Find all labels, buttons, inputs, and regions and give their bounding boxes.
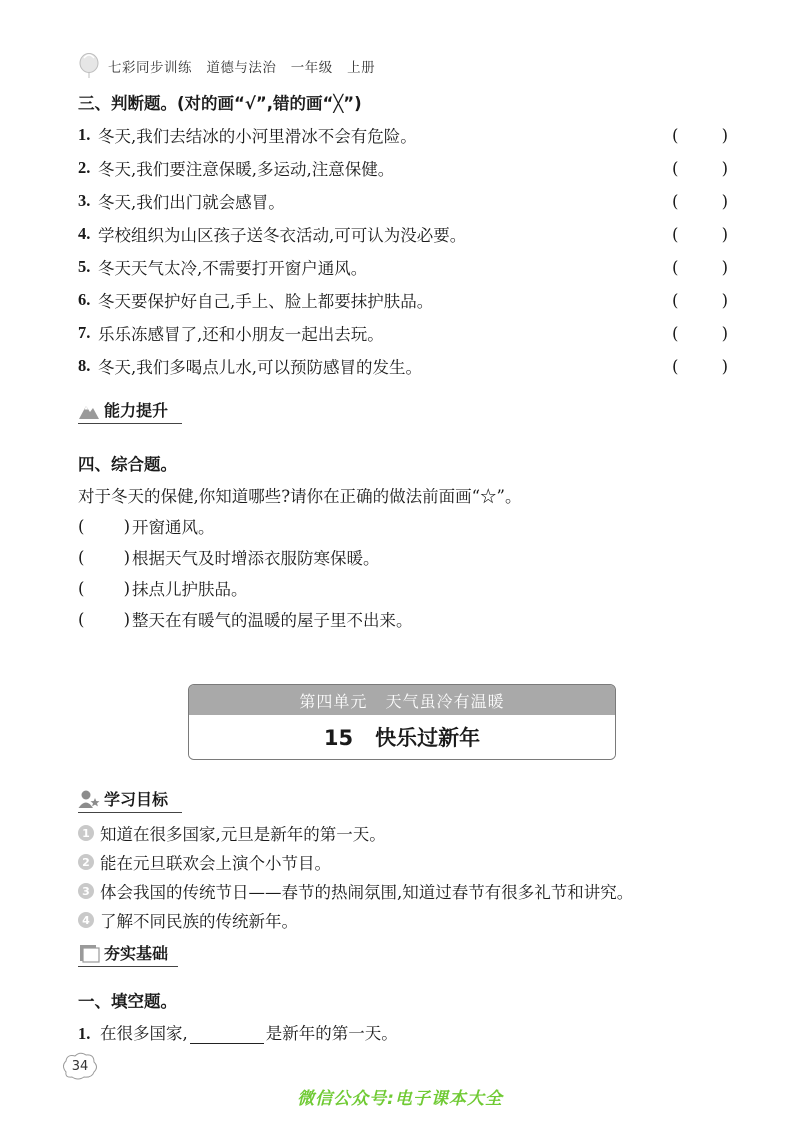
- question-number: 7.: [78, 323, 91, 342]
- question-text: 乐乐冻感冒了,还和小朋友一起出去玩。: [98, 325, 384, 344]
- paren-close: ): [721, 224, 728, 244]
- page-number: 34: [71, 1058, 89, 1074]
- fill-question-text-after: 是新年的第一天。: [265, 1024, 398, 1043]
- section1-title: 一、填空题。: [78, 992, 177, 1011]
- paren-close: ): [721, 356, 728, 376]
- judgement-question: [78, 153, 728, 183]
- lesson-title: 15 快乐过新年: [189, 715, 615, 759]
- paren-open: (: [78, 609, 85, 629]
- goal-item: [78, 878, 633, 904]
- paren-close: ): [123, 516, 130, 536]
- header-text: 七彩同步训练 道德与法治 一年级 上册: [108, 60, 376, 76]
- goals-heading: [78, 787, 182, 813]
- answer-parentheses[interactable]: [672, 324, 728, 343]
- option-text: 抹点儿护肤品。: [132, 580, 248, 599]
- unit-subtitle: 第四单元 天气虽冷有温暖: [189, 685, 615, 715]
- judgement-question: [78, 252, 728, 282]
- option-answer-parentheses[interactable]: [78, 548, 130, 567]
- paren-open: (: [672, 323, 679, 343]
- paren-close: ): [123, 547, 130, 567]
- answer-parentheses[interactable]: [672, 258, 728, 277]
- paren-close: ): [721, 191, 728, 211]
- paren-close: ): [721, 290, 728, 310]
- question-text: 冬天,我们去结冰的小河里滑冰不会有危险。: [98, 127, 417, 146]
- goal-number-badge: 3: [78, 883, 94, 899]
- question-number: 3.: [78, 191, 91, 210]
- section4-title: 四、综合题。: [78, 455, 177, 474]
- fill-question-text-before: 在很多国家,: [100, 1024, 188, 1043]
- answer-parentheses[interactable]: [672, 192, 728, 211]
- paren-close: ): [123, 578, 130, 598]
- goal-text: 体会我国的传统节日——春节的热闹氛围,知道过春节有很多礼节和讲究。: [100, 883, 634, 902]
- paren-open: (: [78, 578, 85, 598]
- judgement-question: [78, 120, 728, 150]
- goal-item: [78, 820, 386, 846]
- option-text: 开窗通风。: [132, 518, 215, 537]
- unit-banner: [188, 684, 616, 760]
- fill-question-number: 1.: [78, 1024, 91, 1043]
- balloon-icon: [78, 53, 100, 79]
- judgement-question: [78, 318, 728, 348]
- option-text: 整天在有暖气的温暖的屋子里不出来。: [132, 611, 413, 630]
- question-number: 5.: [78, 257, 91, 276]
- section3-title: 三、判断题。(对的画“√”,错的画“╳”): [78, 94, 362, 113]
- judgement-question: [78, 351, 728, 381]
- option-answer-parentheses[interactable]: [78, 610, 130, 629]
- judgement-question: [78, 285, 728, 315]
- answer-parentheses[interactable]: [672, 159, 728, 178]
- option-answer-parentheses[interactable]: [78, 517, 130, 536]
- judgement-question: [78, 186, 728, 216]
- foundation-label: 夯实基础: [104, 944, 169, 963]
- question-number: 1.: [78, 125, 91, 144]
- paren-close: ): [721, 158, 728, 178]
- goal-item: [78, 907, 298, 933]
- option-item: [78, 512, 215, 540]
- ability-heading: [78, 398, 182, 424]
- paren-open: (: [672, 257, 679, 277]
- book-icon: [78, 942, 100, 964]
- question-text: 冬天,我们多喝点儿水,可以预防感冒的发生。: [98, 358, 422, 377]
- question-number: 6.: [78, 290, 91, 309]
- fill-blank[interactable]: [190, 1025, 264, 1044]
- goals-label: 学习目标: [104, 790, 169, 809]
- paren-close: ): [721, 125, 728, 145]
- paren-close: ): [721, 257, 728, 277]
- person-star-icon: [78, 788, 100, 810]
- goal-text: 了解不同民族的传统新年。: [100, 912, 298, 931]
- paren-open: (: [672, 191, 679, 211]
- goal-text: 知道在很多国家,元旦是新年的第一天。: [100, 825, 386, 844]
- goal-number-badge: 4: [78, 912, 94, 928]
- paren-open: (: [672, 224, 679, 244]
- page-header: [78, 52, 375, 80]
- option-item: [78, 543, 380, 571]
- page-number-badge: [60, 1050, 100, 1082]
- goal-number-badge: 2: [78, 854, 94, 870]
- paren-open: (: [672, 356, 679, 376]
- paren-open: (: [672, 125, 679, 145]
- mountain-icon: [78, 399, 100, 421]
- option-text: 根据天气及时增添衣服防寒保暖。: [132, 549, 380, 568]
- question-number: 4.: [78, 224, 91, 243]
- paren-close: ): [721, 323, 728, 343]
- question-text: 学校组织为山区孩子送冬衣活动,可可认为没必要。: [98, 226, 467, 245]
- paren-open: (: [672, 290, 679, 310]
- question-text: 冬天天气太冷,不需要打开窗户通风。: [98, 259, 368, 278]
- judgement-question: [78, 219, 728, 249]
- option-answer-parentheses[interactable]: [78, 579, 130, 598]
- paren-open: (: [672, 158, 679, 178]
- goal-text: 能在元旦联欢会上演个小节目。: [100, 854, 331, 873]
- option-item: [78, 605, 413, 633]
- goal-item: [78, 849, 331, 875]
- paren-open: (: [78, 547, 85, 567]
- question-number: 8.: [78, 356, 91, 375]
- answer-parentheses[interactable]: [672, 126, 728, 145]
- paren-open: (: [78, 516, 85, 536]
- foundation-heading: [78, 941, 178, 967]
- fill-question-1: [78, 1020, 398, 1044]
- question-text: 冬天要保护好自己,手上、脸上都要抹护肤品。: [98, 292, 434, 311]
- option-item: [78, 574, 248, 602]
- question-text: 冬天,我们要注意保暖,多运动,注意保健。: [98, 160, 395, 179]
- ability-label: 能力提升: [104, 401, 169, 420]
- question-number: 2.: [78, 158, 91, 177]
- goal-number-badge: 1: [78, 825, 94, 841]
- paren-close: ): [123, 609, 130, 629]
- question-text: 冬天,我们出门就会感冒。: [98, 193, 285, 212]
- watermark-text: 微信公众号:电子课本大全: [297, 1089, 503, 1109]
- answer-parentheses[interactable]: [672, 225, 728, 244]
- section4-prompt: 对于冬天的保健,你知道哪些?请你在正确的做法前面画“☆”。: [78, 487, 522, 506]
- answer-parentheses[interactable]: [672, 291, 728, 310]
- answer-parentheses[interactable]: [672, 357, 728, 376]
